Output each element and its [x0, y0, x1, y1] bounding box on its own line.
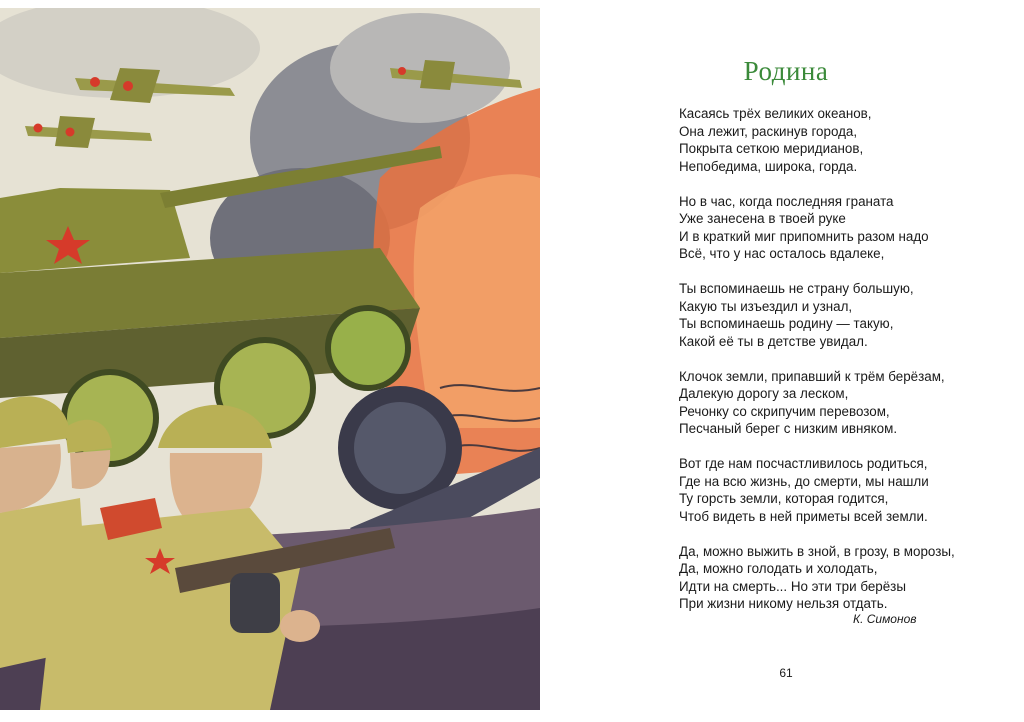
rifle-drum — [230, 573, 280, 633]
stanza — [679, 368, 1024, 438]
poem-line: Покрыта сеткою меридианов, — [679, 141, 864, 156]
stanza — [679, 543, 1024, 613]
poem-line: Касаясь трёх великих океанов, — [679, 106, 872, 121]
poem-line: Непобедима, широка, горда. — [679, 158, 858, 174]
poem-body — [679, 105, 1024, 630]
tank-turret — [0, 188, 190, 273]
poem-title: Родина — [743, 56, 829, 86]
poem-line: Ту горсть земли, которая годится, — [679, 491, 889, 506]
illustration-war-scene — [0, 8, 540, 710]
poem-line: Песчаный берег с низким ивняком. — [679, 421, 898, 436]
poem-line: Вот где нам посчастливилось родиться, — [679, 456, 928, 471]
poem-line: Клочок земли, припавший к трём берёзам, — [679, 368, 945, 384]
poem-line: И в краткий миг припомнить разом надо — [679, 228, 929, 244]
poem-line: Идти на смерть... Но эти три берёзы — [679, 578, 906, 594]
poem-line: Она лежит, раскинув города, — [679, 123, 858, 139]
stanza — [679, 105, 1024, 175]
page-number: 61 — [779, 666, 793, 680]
poem-line: Ты вспоминаешь родину — такую, — [679, 316, 894, 331]
poem-line: Речонку со скрипучим перевозом, — [679, 403, 890, 419]
hand — [280, 610, 320, 642]
illustration-svg — [0, 8, 540, 710]
poem-line: Какой её ты в детстве увидал. — [679, 333, 868, 349]
poem-line: Ты вспоминаешь не страну большую, — [679, 281, 914, 296]
stanza — [679, 280, 1024, 350]
stanza — [679, 455, 1024, 525]
poem-line: Всё, что у нас осталось вдалеке, — [679, 246, 885, 261]
poem-line: При жизни никому нельзя отдать. — [679, 596, 888, 611]
tank-wheel — [328, 308, 408, 388]
poem-line: Да, можно выжить в зной, в грозу, в морозы, — [679, 543, 955, 559]
poem-author: К. Симонов — [853, 612, 917, 626]
text-page — [548, 0, 1024, 722]
poem-line: Но в час, когда последняя граната — [679, 193, 894, 209]
poem-line: Какую ты изъездил и узнал, — [679, 298, 853, 314]
poem-line: Чтоб видеть в ней приметы всей земли. — [679, 508, 928, 524]
poem-line: Да, можно голодать и холодать, — [679, 561, 878, 576]
poem-line: Где на всю жизнь, до смерти, мы нашли — [679, 473, 929, 489]
stanza — [679, 193, 1024, 263]
smoke-cloud — [330, 13, 510, 123]
poem-line: Уже занесена в твоей руке — [679, 211, 846, 226]
poem-line: Далекую дорогу за леском, — [679, 386, 849, 401]
